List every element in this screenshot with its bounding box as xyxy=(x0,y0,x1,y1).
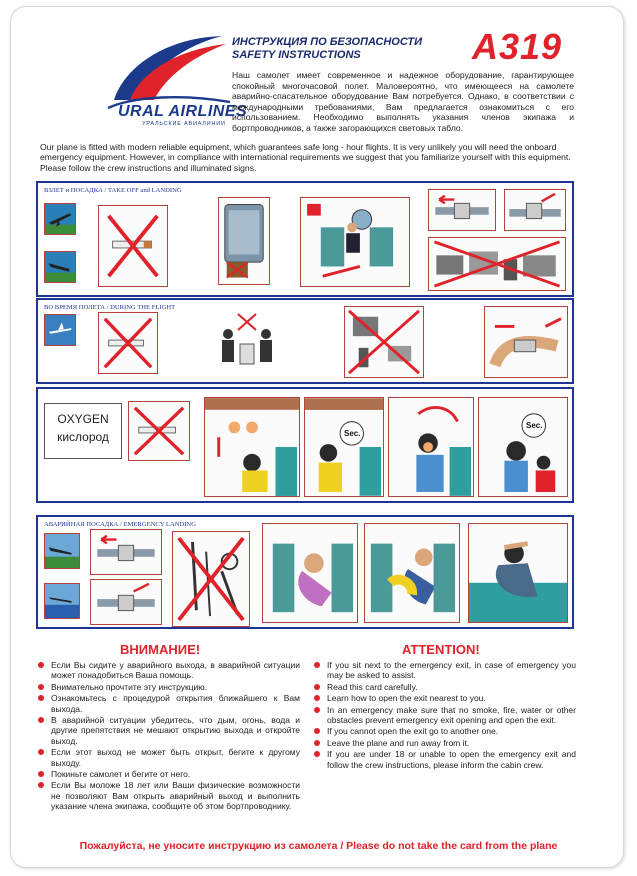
oxygen-mask-drop-icon xyxy=(204,397,300,497)
warning-item-ru: Если Вы моложе 18 лет или Ваши физические возможности не позволяют Вам открыть аварийный выход и выполнить указание члена экипажа, сообщите об этом бортпроводнику. xyxy=(38,780,300,811)
title-ru: ИНСТРУКЦИЯ ПО БЕЗОПАСНОСТИ xyxy=(232,36,422,48)
takeoff-plane-icon xyxy=(44,203,76,235)
warning-item-ru: Ознакомьтесь с процедурой открытия ближайшего к Вам выхода. xyxy=(38,693,300,714)
warning-item-ru: Если Вы сидите у аварийного выхода, в аварийной ситуации может понадобиться Ваша помощь. xyxy=(38,660,300,681)
bullet-icon xyxy=(38,749,44,755)
brace-position-adult-icon xyxy=(262,523,358,623)
no-electronics-icon xyxy=(428,237,566,291)
cruise-plane-icon xyxy=(44,314,76,346)
warning-item-en: If you sit next to the emergency exit, in case of emergency you may be asked to assist. xyxy=(314,660,576,681)
oxygen-sign xyxy=(44,403,122,459)
brace-position-child-icon xyxy=(364,523,460,623)
luggage-stowage-icon xyxy=(218,197,270,285)
warning-item-ru: Покиньте самолет и бегите от него. xyxy=(38,769,300,779)
emergency-water-icon xyxy=(44,583,80,619)
panel-label-emergency: АВАРИЙНАЯ ПОСАДКА / EMERGENCY LANDING xyxy=(44,521,196,528)
intro-ru: Наш самолет имеет современное и надежное оборудование, гарантирующее спокойный многочасовой полет. Маловероятно, что имеющееся на самолете аварийно-спасательное оборудование Вам потребуется. Однако, в соответствии с международными требованиями, Вам предлагается ознакомиться с его использованием. Необходимо выполнять указания членов экипажа и бортпроводников, а также загорающихся световых табло. xyxy=(232,70,574,133)
brand-name: URAL AIRLINES xyxy=(118,103,248,120)
panel-label-flight: ВО ВРЕМЯ ПОЛЕТА / DURING THE FLIGHT xyxy=(44,304,176,311)
warning-title-ru: ВНИМАНИЕ! xyxy=(120,642,201,657)
intro-en: Our plane is fitted with modern reliable equipment, which guarantees safe long - hour flights. It is very unlikely you will need the onboard emergency equipment. However, in compliance with international requirements we suggest that you familiarize yourself with this equipment. Please follow the crew instructions and illuminated signs. xyxy=(40,142,571,173)
warning-item-en: Leave the plane and run away from it. xyxy=(314,738,576,748)
oxygen-don-mask-icon xyxy=(388,397,474,497)
emergency-land-icon xyxy=(44,533,80,569)
lavatory-smoking-icon xyxy=(208,310,286,376)
panel-label-takeoff: ВЗЛЕТ и ПОСАДКА / TAKE OFF and LANDING xyxy=(44,187,182,194)
bullet-icon xyxy=(38,684,44,690)
bullet-icon xyxy=(314,695,320,701)
no-smoking-icon xyxy=(98,205,168,287)
oxygen-pull-mask-icon xyxy=(304,397,384,497)
no-smoking-flight-icon xyxy=(98,312,158,374)
emergency-belt-release-icon xyxy=(90,579,162,625)
brace-position-front-row-icon xyxy=(468,523,568,623)
warning-item-ru: Если этот выход не может быть открыт, бегите к другому выходу. xyxy=(38,747,300,768)
bullet-icon xyxy=(314,740,320,746)
bullet-icon xyxy=(314,707,320,713)
warning-item-en: If you cannot open the exit go to another one. xyxy=(314,726,576,736)
footer-notice: Пожалуйста, не уносите инструкцию из самолета / Please do not take the card from the plane xyxy=(79,840,558,852)
seatbelt-release-icon xyxy=(504,189,566,231)
seatbelt-flight-icon xyxy=(484,306,568,378)
warning-title-en: ATTENTION! xyxy=(402,642,480,657)
oxygen-help-child-icon xyxy=(478,397,568,497)
warning-item-en: If you are under 18 or unable to open the emergency exit and follow the crew instructions, please inform the cabin crew. xyxy=(314,749,576,770)
title-en: SAFETY INSTRUCTIONS xyxy=(232,49,361,61)
panel-emergency-landing xyxy=(36,515,574,629)
warning-list-en xyxy=(314,660,576,771)
bullet-icon xyxy=(314,684,320,690)
warning-item-ru: Внимательно прочтите эту инструкцию. xyxy=(38,682,300,692)
remove-sharp-objects-icon xyxy=(172,531,250,627)
oxygen-label-ru: кислород xyxy=(57,430,109,444)
panel-takeoff-landing xyxy=(36,181,574,297)
bullet-icon xyxy=(314,728,320,734)
no-devices-flight-icon xyxy=(344,306,424,378)
warning-item-en: Learn how to open the exit nearest to you. xyxy=(314,693,576,703)
aircraft-model: A319 xyxy=(472,26,563,67)
emergency-belt-fasten-icon xyxy=(90,529,162,575)
seat-upright-icon xyxy=(300,197,410,287)
bullet-icon xyxy=(38,662,44,668)
brand-tagline: УРАЛЬСКИЕ АВИАЛИНИИ xyxy=(142,121,226,127)
oxygen-label-en: OXYGEN xyxy=(57,412,109,426)
warning-item-en: Read this card carefully. xyxy=(314,682,576,692)
panel-oxygen xyxy=(36,387,574,503)
landing-plane-icon xyxy=(44,251,76,283)
warning-list-ru xyxy=(38,660,300,813)
warning-item-ru: В аварийной ситуации убедитесь, что дым, огонь, вода и другие препятствия не мешают открытию выхода и откройте выход. xyxy=(38,715,300,746)
timer-label-1: Sec. xyxy=(344,429,361,438)
bullet-icon xyxy=(38,771,44,777)
panel-during-flight xyxy=(36,298,574,384)
bullet-icon xyxy=(314,662,320,668)
seatbelt-fasten-icon xyxy=(428,189,496,231)
bullet-icon xyxy=(314,751,320,757)
bullet-icon xyxy=(38,782,44,788)
timer-label-2: Sec. xyxy=(526,421,543,430)
bullet-icon xyxy=(38,695,44,701)
warning-item-en: In an emergency make sure that no smoke, fire, water or other obstacles prevent emergency exit opening and open the exit. xyxy=(314,705,576,726)
bullet-icon xyxy=(38,717,44,723)
no-smoking-oxygen-icon xyxy=(128,401,190,461)
